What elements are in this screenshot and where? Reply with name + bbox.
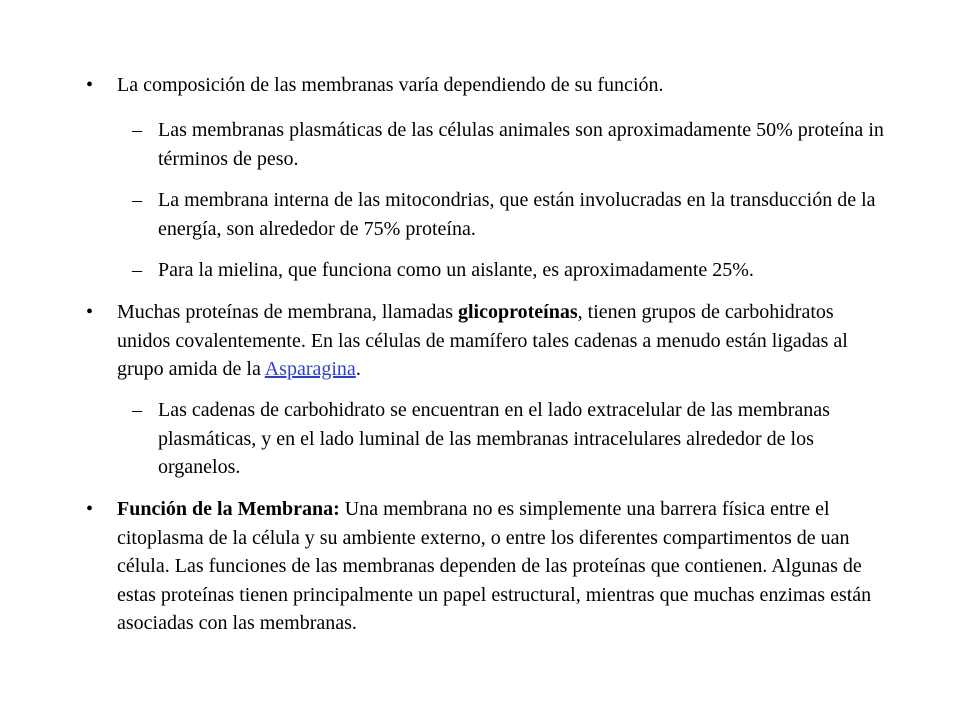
glyco-pre-text: Muchas proteínas de membrana, llamadas	[117, 301, 458, 323]
sub-mitochondria: La membrana interna de las mitocondrias, que están involucradas en la transducción de la energía, son alrededor de 75% proteína.	[158, 189, 876, 240]
dash-marker: –	[132, 189, 142, 211]
glyco-post-text: .	[355, 358, 361, 380]
bullet-marker: •	[86, 498, 94, 520]
asparagina-link[interactable]: Asparagina	[264, 358, 356, 380]
bullet-membrane-function	[117, 495, 877, 638]
bullet-marker: •	[86, 74, 94, 96]
sub-myelin: Para la mielina, que funciona como un aislante, es aproximadamente 25%.	[158, 259, 754, 281]
dash-marker: –	[132, 119, 142, 141]
glycoproteins-term: glicoproteínas	[458, 301, 578, 323]
membrane-function-text: Una membrana no es simplemente una barrera física entre el citoplasma de la célula y su ambiente externo, o entre los diferentes compartimentos de uan célula. Las funciones de las membranas dependen de las proteínas que contienen. Algunas de estas proteínas tienen principalmente un papel estructural, mientras que muchas enzimas están asociadas con las membranas.	[117, 498, 872, 634]
bullet-marker: •	[86, 301, 94, 323]
sub-carbohydrate-chains: Las cadenas de carbohidrato se encuentran en el lado extracelular de las membranas plasmáticas, y en el lado luminal de las membranas intracelulares alrededor de los organelos.	[158, 399, 830, 478]
bullet-composition: La composición de las membranas varía dependiendo de su función.	[117, 74, 664, 96]
dash-marker: –	[132, 259, 142, 281]
bullet-glycoproteins	[117, 298, 877, 384]
sub-plasma-membranes: Las membranas plasmáticas de las células animales son aproximadamente 50% proteína in términos de peso.	[158, 119, 884, 170]
membrane-function-heading: Función de la Membrana:	[117, 498, 340, 520]
glyco-mid-text: , tienen grupos de carbohidratos unidos covalentemente. En las células de mamífero tales cadenas a menudo están ligadas al grupo amida de la	[117, 301, 848, 380]
dash-marker: –	[132, 399, 142, 421]
